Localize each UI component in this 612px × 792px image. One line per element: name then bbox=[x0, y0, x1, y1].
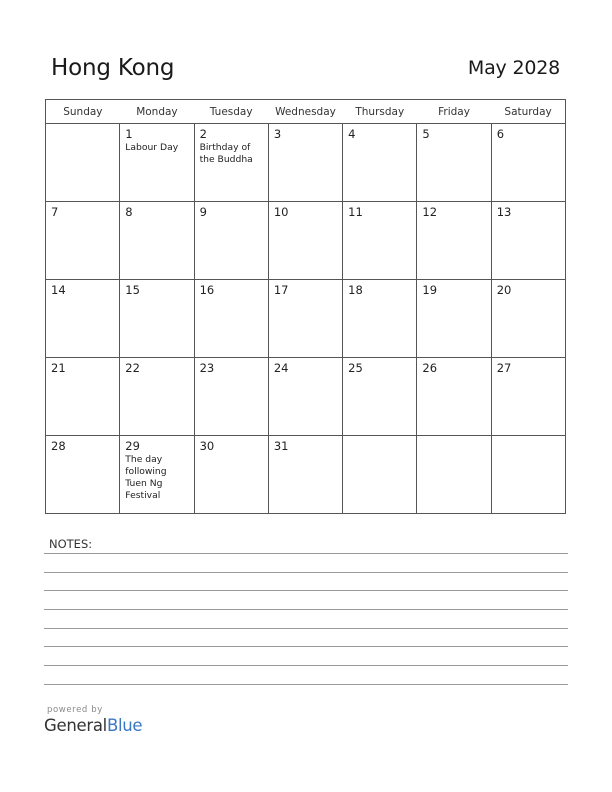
calendar-day-cell[interactable] bbox=[194, 358, 268, 436]
note-line bbox=[44, 665, 568, 666]
calendar-day-cell[interactable] bbox=[46, 358, 120, 436]
day-number: 10 bbox=[273, 205, 289, 219]
calendar-day-cell[interactable] bbox=[343, 280, 417, 358]
day-number: 14 bbox=[51, 283, 66, 297]
calendar-week-row bbox=[46, 202, 566, 280]
calendar-day-cell[interactable] bbox=[120, 358, 194, 436]
day-number: 3 bbox=[273, 127, 282, 141]
weekday-header: Sunday bbox=[46, 100, 120, 124]
day-number: 29 bbox=[125, 439, 140, 453]
day-number: 23 bbox=[199, 361, 215, 375]
calendar-day-cell[interactable] bbox=[268, 436, 342, 514]
weekday-header: Monday bbox=[120, 100, 194, 124]
calendar-day-cell[interactable] bbox=[268, 202, 342, 280]
day-number: 1 bbox=[125, 127, 133, 141]
calendar-day-cell[interactable] bbox=[417, 436, 491, 514]
day-number: 27 bbox=[496, 361, 512, 375]
calendar-day-cell[interactable] bbox=[46, 202, 120, 280]
day-number: 2 bbox=[199, 127, 207, 141]
calendar-day-cell[interactable] bbox=[417, 202, 491, 280]
day-number: 15 bbox=[125, 283, 140, 297]
day-number: 30 bbox=[199, 439, 215, 453]
note-line bbox=[44, 628, 568, 629]
day-number: 7 bbox=[51, 205, 59, 219]
calendar-day-cell[interactable] bbox=[120, 124, 194, 202]
weekday-header: Tuesday bbox=[194, 100, 268, 124]
weekday-header-row bbox=[46, 100, 566, 124]
day-number: 17 bbox=[273, 283, 289, 297]
calendar-week-row bbox=[46, 436, 566, 514]
calendar-day-cell[interactable] bbox=[491, 124, 565, 202]
calendar-day-cell[interactable] bbox=[343, 124, 417, 202]
calendar-day-cell[interactable] bbox=[194, 280, 268, 358]
calendar-day-cell[interactable] bbox=[268, 358, 342, 436]
day-number: 31 bbox=[273, 439, 289, 453]
calendar-day-cell[interactable] bbox=[417, 280, 491, 358]
brand-name-blue: Blue bbox=[106, 716, 143, 735]
weekday-header: Wednesday bbox=[268, 100, 342, 124]
calendar-day-cell[interactable] bbox=[194, 436, 268, 514]
day-number: 25 bbox=[348, 361, 363, 375]
holiday-label: Birthday of the Buddha bbox=[199, 142, 253, 165]
calendar-day-cell[interactable] bbox=[46, 280, 120, 358]
calendar-day-cell[interactable] bbox=[343, 436, 417, 514]
month-year-label: May 2028 bbox=[467, 57, 560, 79]
calendar-day-cell[interactable] bbox=[343, 358, 417, 436]
calendar-day-cell[interactable] bbox=[46, 124, 120, 202]
brand-name-general: General bbox=[44, 716, 107, 735]
calendar-day-cell[interactable] bbox=[120, 202, 194, 280]
day-number: 20 bbox=[496, 283, 512, 297]
calendar-day-cell[interactable] bbox=[491, 280, 565, 358]
day-number: 13 bbox=[496, 205, 512, 219]
calendar-day-cell[interactable] bbox=[120, 436, 194, 514]
calendar-day-cell[interactable] bbox=[268, 280, 342, 358]
holiday-label: Labour Day bbox=[125, 142, 179, 153]
calendar-day-cell[interactable] bbox=[417, 124, 491, 202]
calendar-day-cell[interactable] bbox=[343, 202, 417, 280]
note-line bbox=[44, 646, 568, 647]
day-number: 12 bbox=[422, 205, 438, 219]
day-number: 5 bbox=[422, 127, 430, 141]
day-number: 28 bbox=[51, 439, 66, 453]
weekday-header: Friday bbox=[417, 100, 491, 124]
notes-label: NOTES: bbox=[49, 537, 93, 551]
brand-logo[interactable] bbox=[44, 716, 142, 735]
weekday-header: Thursday bbox=[343, 100, 417, 124]
calendar-day-cell[interactable] bbox=[194, 202, 268, 280]
calendar-day-cell[interactable] bbox=[46, 436, 120, 514]
day-number: 9 bbox=[199, 205, 207, 219]
note-line bbox=[44, 590, 568, 591]
powered-by-text: powered by bbox=[47, 705, 103, 715]
day-number: 19 bbox=[422, 283, 438, 297]
calendar-week-row bbox=[46, 358, 566, 436]
note-line bbox=[44, 572, 568, 573]
day-number: 8 bbox=[125, 205, 133, 219]
calendar-day-cell[interactable] bbox=[417, 358, 491, 436]
day-number: 22 bbox=[125, 361, 140, 375]
calendar-day-cell[interactable] bbox=[491, 436, 565, 514]
note-line bbox=[44, 553, 568, 554]
calendar-week-row bbox=[46, 280, 566, 358]
day-number: 26 bbox=[422, 361, 438, 375]
calendar-day-cell[interactable] bbox=[120, 280, 194, 358]
day-number: 6 bbox=[496, 127, 505, 141]
note-line bbox=[44, 609, 568, 610]
holiday-label: The day following Tuen Ng Festival bbox=[125, 454, 167, 501]
day-number: 11 bbox=[348, 205, 363, 219]
calendar-title: Hong Kong bbox=[51, 55, 175, 81]
calendar-day-cell[interactable] bbox=[491, 358, 565, 436]
weekday-header: Saturday bbox=[491, 100, 565, 124]
day-number: 21 bbox=[51, 361, 66, 375]
day-number: 16 bbox=[199, 283, 215, 297]
calendar-day-cell[interactable] bbox=[491, 202, 565, 280]
calendar-grid bbox=[45, 99, 566, 514]
day-number: 24 bbox=[273, 361, 289, 375]
calendar-day-cell[interactable] bbox=[268, 124, 342, 202]
day-number: 4 bbox=[348, 127, 356, 141]
calendar-day-cell[interactable] bbox=[194, 124, 268, 202]
calendar-week-row bbox=[46, 124, 566, 202]
day-number: 18 bbox=[348, 283, 363, 297]
note-line bbox=[44, 684, 568, 685]
